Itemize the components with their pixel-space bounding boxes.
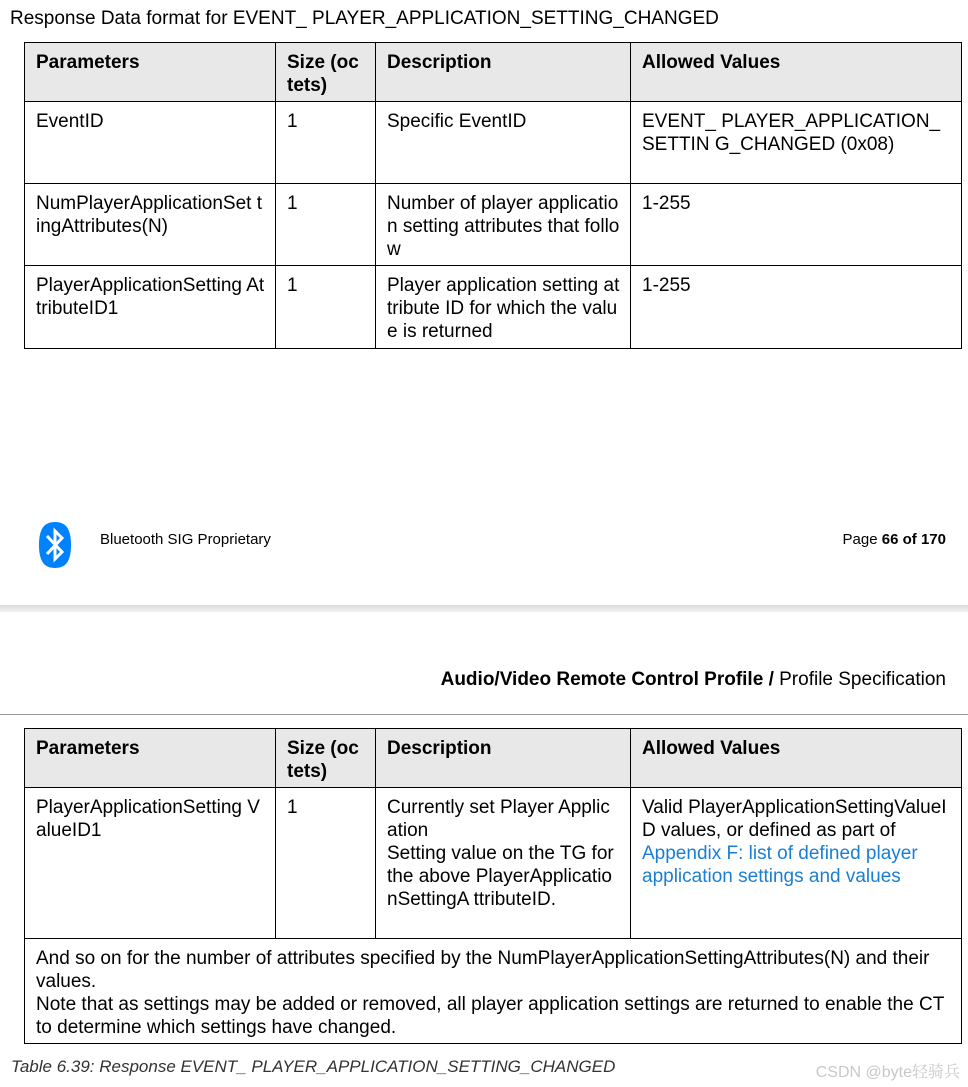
cell-size: 1 (276, 788, 376, 939)
bluetooth-logo-icon (36, 521, 74, 569)
response-table-part1 (24, 42, 962, 349)
table-caption-bottom: Table 6.39: Response EVENT_ PLAYER_APPLICATION_SETTING_CHANGED (11, 1057, 616, 1076)
cell-param: PlayerApplicationSetting AttributeID1 (25, 266, 276, 349)
footer-page-number: Page 66 of 170 (842, 531, 946, 548)
cell-desc: Player application setting attribute ID for which the value is returned (376, 266, 631, 349)
cell-size: 1 (276, 266, 376, 349)
watermark: CSDN @byte轻骑兵 (815, 1064, 960, 1081)
table-row (25, 184, 962, 266)
cell-param: EventID (25, 102, 276, 184)
header-title: Audio/Video Remote Control Profile (440, 669, 764, 690)
cell-allowed: 1-255 (631, 184, 962, 266)
cell-desc: Number of player application setting attributes that follow (376, 184, 631, 266)
table-row (25, 266, 962, 349)
header-size: Size (octets) (276, 729, 376, 788)
page-header: Audio/Video Remote Control Profile / Profile Specification (440, 669, 946, 690)
header-allowed-values: Allowed Values (631, 43, 962, 102)
cell-allowed: 1-255 (631, 266, 962, 349)
header-size: Size (octets) (276, 43, 376, 102)
cell-desc: Currently set Player Application Setting value on the TG for the above PlayerApplicationSettingA ttributeID. (376, 788, 631, 939)
cell-size: 1 (276, 184, 376, 266)
appendix-f-link[interactable]: Appendix F: list of defined player application settings and values (642, 843, 918, 887)
table-header-row (25, 729, 962, 788)
cell-desc: Specific EventID (376, 102, 631, 184)
header-description: Description (376, 43, 631, 102)
footer-proprietary-text: Bluetooth SIG Proprietary (100, 531, 271, 548)
header-allowed-values: Allowed Values (631, 729, 962, 788)
cell-param: NumPlayerApplicationSet tingAttributes(N) (25, 184, 276, 266)
header-parameters: Parameters (25, 729, 276, 788)
header-subtitle: Profile Specification (779, 669, 946, 690)
cell-allowed: Valid PlayerApplicationSettingValueID values, or defined as part of Appendix F: list of defined player application settings and values (631, 788, 962, 939)
header-parameters: Parameters (25, 43, 276, 102)
cell-allowed: EVENT_ PLAYER_APPLICATION_SETTIN G_CHANGED (0x08) (631, 102, 962, 184)
table-row (25, 102, 962, 184)
page-separator (0, 605, 968, 612)
table-note-row (25, 939, 962, 1044)
header-rule (0, 714, 968, 715)
response-table-part2 (24, 728, 962, 1044)
table-caption-top: Response Data format for EVENT_ PLAYER_APPLICATION_SETTING_CHANGED (10, 8, 719, 29)
header-description: Description (376, 729, 631, 788)
cell-param: PlayerApplicationSetting ValueID1 (25, 788, 276, 939)
cell-note: And so on for the number of attributes specified by the NumPlayerApplicationSettingAttributes(N) and their values. Note that as settings may be added or removed, all player application settings are returned to enable the CT to determine which settings have changed. (25, 939, 962, 1044)
table-row (25, 788, 962, 939)
cell-size: 1 (276, 102, 376, 184)
table-header-row (25, 43, 962, 102)
